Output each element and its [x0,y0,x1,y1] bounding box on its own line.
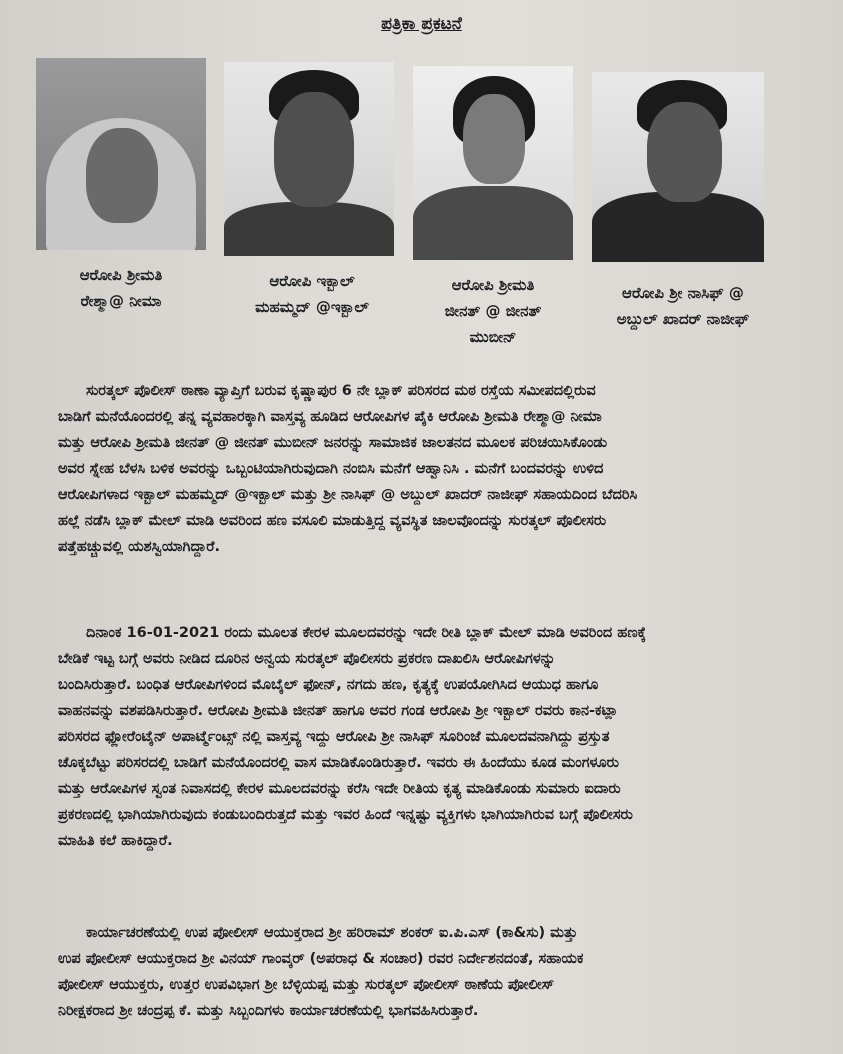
caption-line: ಅಬ್ದುಲ್ ಖಾದರ್ ನಾಜೀಫ್ [616,310,750,328]
paragraph-3 [58,920,813,1024]
text-line: ಪತ್ತೆಹಚ್ಚುವಲ್ಲಿ ಯಶಸ್ವಿಯಾಗಿದ್ದಾರೆ. [58,539,221,555]
accused-photo-3 [413,66,573,260]
paragraph-1 [58,378,813,560]
text-line: ವಾಹನವನ್ನು ವಶಪಡಿಸಿರುತ್ತಾರೆ. ಆರೋಪಿ ಶ್ರೀಮತಿ ಜೀನತ್ ಹಾಗೂ ಅವರ ಗಂಡ ಆರೋಪಿ ಶ್ರೀ ಇಕ್ಬಾಲ್ ರವರು ಕಾನ-ಕಟ್ಲಾ [58,703,618,719]
accused-caption-1 [36,262,206,314]
text-line: ಕಾರ್ಯಾಚರಣೆಯಲ್ಲಿ ಉಪ ಪೋಲೀಸ್ ಆಯುಕ್ತರಾದ ಶ್ರೀ ಹರಿರಾಮ್ ಶಂಕರ್ ಐ.ಪಿ.ಎಸ್ (ಕಾ&ಸು) ಮತ್ತು [86,925,578,941]
accused-photo-4 [592,72,764,262]
text-line: ಚೊಕ್ಕಬೆಟ್ಟು ಪರಿಸರದಲ್ಲಿ ಬಾಡಿಗೆ ಮನೆಯೊಂದರಲ್ಲಿ ವಾಸ ಮಾಡಿಕೊಂಡಿರುತ್ತಾರೆ. ಇವರು ಈ ಹಿಂದೆಯು ಕೂಡ ಮಂಗಳೂರು [58,755,619,771]
caption-line: ಮುಬೀನ್ [469,328,517,346]
caption-line: ಜೀನತ್ @ ಜೀನತ್ [444,302,542,320]
caption-line: ರೇಶ್ಮಾ@ ನೀಮಾ [80,292,162,310]
text-line: ಸುರತ್ಕಲ್ ಪೊಲೀಸ್ ಠಾಣಾ ವ್ಯಾಪ್ತಿಗೆ ಬರುವ ಕೃಷ್ಣಾಪುರ 6 ನೇ ಬ್ಲಾಕ್ ಪರಿಸರದ ಮಠ ರಸ್ತೆಯ ಸಮೀಪದಲ್ಲಿರುವ [86,383,596,399]
accused-photo-1 [36,58,206,250]
text-line: ಬಾಡಿಗೆ ಮನೆಯೊಂದರಲ್ಲಿ ತನ್ನ ವ್ಯವಹಾರಕ್ಕಾಗಿ ವಾಸ್ತವ್ಯ ಹೂಡಿದ ಆರೋಪಿಗಳ ಪೈಕಿ ಆರೋಪಿ ಶ್ರೀಮತಿ ರೇಶ್ಮಾ@ ನೀಮಾ [58,409,602,425]
accused-photo-2 [224,62,394,256]
caption-line: ಆರೋಪಿ ಶ್ರೀ ನಾಸಿಫ್ @ [622,284,744,302]
text-line: ದಿನಾಂಕ 16-01-2021 ರಂದು ಮೂಲತ ಕೇರಳ ಮೂಲದವರನ್ನು ಇದೇ ರೀತಿ ಬ್ಲಾಕ್ ಮೇಲ್ ಮಾಡಿ ಅವರಿಂದ ಹಣಕ್ಕೆ [86,625,647,641]
accused-caption-3 [410,272,576,350]
text-line: ಉಪ ಪೋಲೀಸ್ ಆಯುಕ್ತರಾದ ಶ್ರೀ ವಿನಯ್ ಗಾಂವ್ಕರ್ (ಅಪರಾಧ & ಸಂಚಾರ) ರವರ ನಿರ್ದೇಶನದಂತೆ, ಸಹಾಯಕ [58,951,584,967]
text-line: ಹಲ್ಲೆ ನಡೆಸಿ ಬ್ಲಾಕ್ ಮೇಲ್ ಮಾಡಿ ಅವರಿಂದ ಹಣ ವಸೂಲಿ ಮಾಡುತ್ತಿದ್ದ ವ್ಯವಸ್ಥಿತ ಜಾಲವೊಂದನ್ನು ಸುರತ್ಕಲ್ ಪೊಲೀಸರು [58,513,607,529]
text-line: ಮತ್ತು ಆರೋಪಿಗಳ ಸ್ವಂತ ನಿವಾಸದಲ್ಲಿ ಕೇರಳ ಮೂಲದವರನ್ನು ಕರೆಸಿ ಇದೇ ರೀತಿಯ ಕೃತ್ಯ ಮಾಡಿಕೊಂಡು ಸುಮಾರು ಐದಾರು [58,781,621,797]
paragraph-2 [58,620,813,854]
page-title: ಪತ್ರಿಕಾ ಪ್ರಕಟನೆ [381,14,462,34]
caption-line: ಆರೋಪಿ ಇಕ್ಬಾಲ್ [269,272,355,290]
caption-line: ಆರೋಪಿ ಶ್ರೀಮತಿ [451,276,535,294]
text-line: ಪರಿಸರದ ಫ್ಲೋರೆಂಟೈನ್ ಅಪಾರ್ಟ್ಮೆಂಟ್ಸ್ ನಲ್ಲಿ ವಾಸ್ತವ್ಯ ಇದ್ದು ಆರೋಪಿ ಶ್ರೀ ನಾಸಿಫ್ ಸೂರಿಂಜೆ ಮೂಲದವನಾಗಿದ್ದು ಪ್ರಸ್ತುತ [58,729,610,745]
accused-caption-4 [583,280,783,332]
text-line: ಬಂದಿಸಿರುತ್ತಾರೆ. ಬಂಧಿತ ಆರೋಪಿಗಳಿಂದ ಮೊಬೈಲ್ ಫೋನ್, ನಗದು ಹಣ, ಕೃತ್ಯಕ್ಕೆ ಉಪಯೋಗಿಸಿದ ಆಯುಧ ಹಾಗೂ [58,677,599,693]
accused-caption-2 [222,268,402,320]
caption-line: ಆರೋಪಿ ಶ್ರೀಮತಿ [79,266,163,284]
text-line: ಅವರ ಸ್ನೇಹ ಬೆಳಸಿ ಬಳಿಕ ಅವರನ್ನು ಒಬ್ಬಂಟಿಯಾಗಿರುವುದಾಗಿ ನಂಬಿಸಿ ಮನೆಗೆ ಆಹ್ವಾನಿಸಿ . ಮನೆಗೆ ಬಂದವರನ್ನು ಉಳಿದ [58,461,604,477]
text-line: ಪ್ರಕರಣದಲ್ಲಿ ಭಾಗಿಯಾಗಿರುವುದು ಕಂಡುಬಂದಿರುತ್ತದೆ ಮತ್ತು ಇವರ ಹಿಂದೆ ಇನ್ನಷ್ಟು ವ್ಯಕ್ತಿಗಳು ಭಾಗಿಯಾಗಿರುವ ಬಗ್ಗೆ ಪೊಲೀಸರು [58,807,633,823]
text-line: ಬೇಡಿಕೆ ಇಟ್ಟ ಬಗ್ಗೆ ಅವರು ನೀಡಿದ ದೂರಿನ ಅನ್ವಯ ಸುರತ್ಕಲ್ ಪೊಲೀಸರು ಪ್ರಕರಣ ದಾಖಲಿಸಿ ಆರೋಪಿಗಳನ್ನು [58,651,556,667]
caption-line: ಮಹಮ್ಮದ್ @ಇಕ್ಬಾಲ್ [255,298,369,316]
text-line: ನಿರೀಕ್ಷಕರಾದ ಶ್ರೀ ಚಂದ್ರಪ್ಪ ಕೆ. ಮತ್ತು ಸಿಬ್ಬಂದಿಗಳು ಕಾರ್ಯಾಚರಣೆಯಲ್ಲಿ ಭಾಗವಹಿಸಿರುತ್ತಾರೆ. [58,1003,479,1019]
text-line: ಮಾಹಿತಿ ಕಲೆ ಹಾಕಿದ್ದಾರೆ. [58,833,173,849]
text-line: ಪೋಲೀಸ್ ಆಯುಕ್ತರು, ಉತ್ತರ ಉಪವಿಭಾಗ ಶ್ರೀ ಬೆಳ್ಳಿಯಪ್ಪ ಮತ್ತು ಸುರತ್ಕಲ್ ಪೋಲೀಸ್ ಠಾಣೆಯ ಪೋಲೀಸ್ [58,977,555,993]
text-line: ಮತ್ತು ಆರೋಪಿ ಶ್ರೀಮತಿ ಜೀನತ್ @ ಜೀನತ್ ಮುಬೀನ್ ಜನರನ್ನು ಸಾಮಾಜಿಕ ಜಾಲತನದ ಮೂಲಕ ಪರಿಚಯಿಸಿಕೊಂಡು [58,435,608,451]
text-line: ಆರೋಪಿಗಳಾದ ಇಕ್ಬಾಲ್ ಮಹಮ್ಮದ್ @ಇಕ್ಬಾಲ್ ಮತ್ತು ಶ್ರೀ ನಾಸಿಫ್ @ ಅಬ್ದುಲ್ ಖಾದರ್ ನಾಜೀಫ್ ಸಹಾಯದಿಂದ ಬೆದರಿಸಿ [58,487,638,503]
